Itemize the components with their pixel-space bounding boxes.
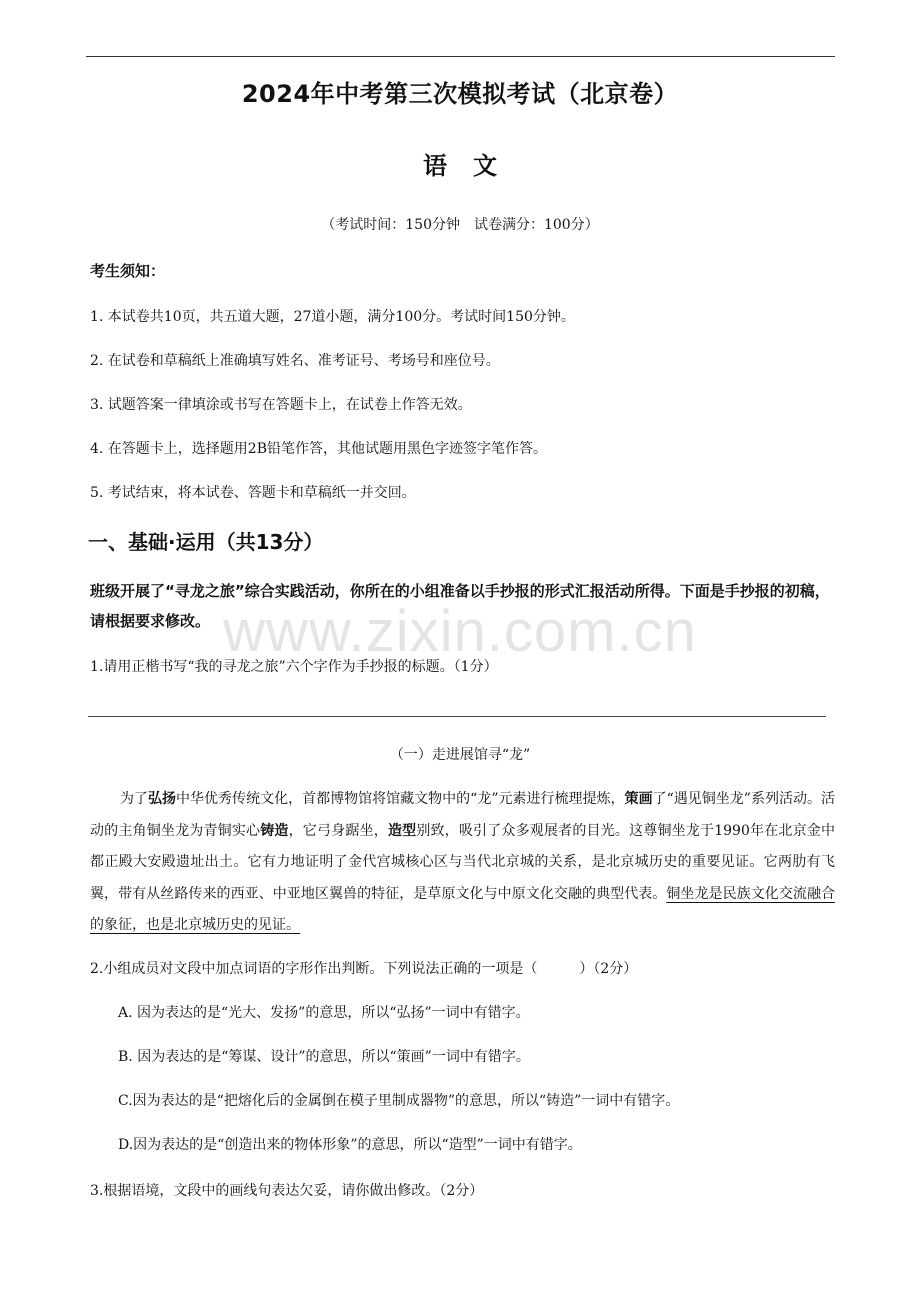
notice-item-5: 5. 考试结束，将本试卷、答题卡和草稿纸一并交回。	[90, 485, 416, 501]
dotted-word-zaoxing: 造型	[387, 822, 417, 839]
notice-item-2: 2. 在试卷和草稿纸上准确填写姓名、准考证号、考场号和座位号。	[90, 353, 500, 369]
section-intro: 班级开展了“寻龙之旅”综合实践活动，你所在的小组准备以手抄报的形式汇报活动所得。下面是手抄报的初稿，请根据要求修改。	[90, 582, 830, 630]
exam-info: （考试时间：150分钟 试卷满分：100分）	[321, 217, 599, 233]
passage-segment: ，它弓身踞坐，	[288, 822, 388, 839]
section-title: 一、基础·运用（共13分）	[88, 530, 324, 554]
question-2-stem: 2.小组成员对文段中加点词语的字形作出判断。下列说法正确的一项是（ ）（2分）	[90, 961, 638, 977]
passage-title: （一）走进展馆寻“龙”	[389, 747, 531, 763]
passage-segment: 了“遇见铜坐龙”系列活动。活动的主角铜坐龙为青铜实心	[90, 791, 835, 839]
notice-item-1: 1. 本试卷共10页，共五道大题，27道小题，满分100分。考试时间150分钟。	[90, 309, 575, 325]
option-d: D.因为表达的是“创造出来的物体形象”的意思，所以“造型”一词中有错字。	[118, 1137, 582, 1153]
option-a: A. 因为表达的是“光大、发扬”的意思，所以“弘扬”一词中有错字。	[118, 1005, 530, 1021]
passage-segment: 中华优秀传统文化，首都博物馆将馆藏文物中的“龙”元素进行梳理提炼，	[176, 791, 625, 807]
passage-segment: 别致，吸引了众多观展者的目光。这尊铜坐龙于1990年在北京金中都正殿大安殿遗址出土。它有力地证明了金代宫城核心区与当代北京城的关系，是北京城历史的重要见证。它两肋有飞翼，带有从丝路传来的西亚、中亚地区翼兽的特征，是草原文化与中原文化交融的典型代表。	[90, 822, 835, 902]
question-3: 3.根据语境，文段中的画线句表达欠妥，请你做出修改。（2分）	[90, 1183, 484, 1199]
underlined-sentence: 铜坐龙是民族文化交流融合的象征，也是北京城历史的见证。	[90, 885, 836, 933]
header-rule	[86, 56, 835, 57]
dotted-word-zhuzao: 铸造	[260, 822, 289, 839]
dotted-word-cehua: 策画	[624, 791, 653, 807]
passage-text	[90, 784, 835, 942]
notice-item-4: 4. 在答题卡上，选择题用2B铅笔作答，其他试题用黑色字迹签字笔作答。	[90, 441, 548, 457]
dotted-word-hongyang: 弘扬	[148, 791, 177, 807]
option-b: B. 因为表达的是“筹谋、设计”的意思，所以“策画”一词中有错字。	[118, 1049, 530, 1065]
notice-item-3: 3. 试题答案一律填涂或书写在答题卡上，在试卷上作答无效。	[90, 397, 472, 413]
watermark: www.zixin.com.cn	[223, 599, 697, 664]
subject-title: 语文	[423, 152, 523, 180]
answer-line	[88, 716, 826, 717]
passage-segment: 为了	[120, 791, 149, 807]
option-c: C.因为表达的是“把熔化后的金属倒在模子里制成器物”的意思，所以“铸造”一词中有错字。	[118, 1093, 680, 1109]
notice-title: 考生须知：	[90, 262, 166, 280]
exam-title: 2024年中考第三次模拟考试（北京卷）	[241, 80, 679, 108]
question-1: 1.请用正楷书写“我的寻龙之旅”六个字作为手抄报的标题。（1分）	[90, 659, 498, 675]
